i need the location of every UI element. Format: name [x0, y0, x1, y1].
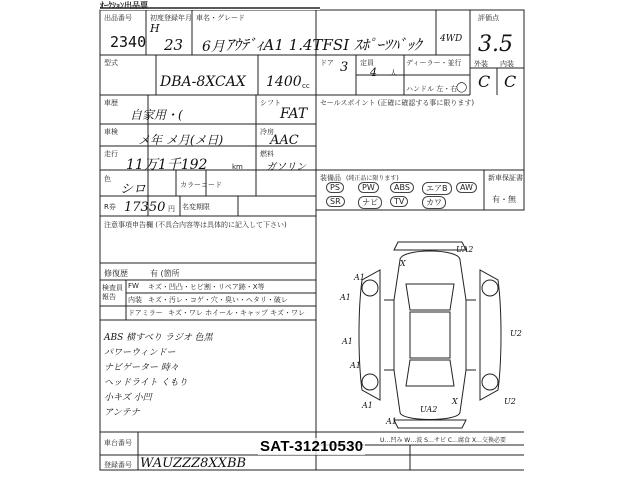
- mileage: 11万1千192: [126, 157, 208, 173]
- grade-label: 評価点: [478, 14, 499, 22]
- damage-marks: [339, 245, 522, 426]
- lot-number-label: 出品番号: [104, 14, 132, 22]
- model-label: 車名・グレード: [196, 14, 245, 22]
- inspector-row-value: キズ・汚レ・コゲ・穴・臭い・ヘタリ・破レ: [148, 296, 288, 304]
- remark-line: ナビゲーター 時々: [104, 363, 179, 373]
- equipment-item: カワ: [422, 196, 446, 209]
- damage-mark: A1: [354, 273, 365, 282]
- handle-value: ◯: [456, 82, 468, 93]
- damage-mark: U2: [510, 329, 522, 338]
- inspector-row-key: ドアミラー: [128, 309, 163, 317]
- color-label: 色: [104, 175, 111, 183]
- damage-mark: X: [452, 397, 458, 406]
- damage-mark: A1: [350, 361, 361, 370]
- equipment-note: (純正品に限ります): [346, 175, 399, 182]
- color-code-label: カラーコード: [180, 181, 222, 189]
- remark-line: パワーウィンドー: [104, 348, 176, 358]
- equipment-item: TV: [390, 196, 408, 207]
- equipment-label: 装備品: [320, 174, 341, 182]
- ac: AAC: [270, 133, 299, 148]
- color-value: シロ: [120, 182, 147, 197]
- equipment-item: SR: [326, 196, 345, 207]
- equipment-item: PS: [326, 182, 344, 193]
- exterior-grade: C: [478, 72, 491, 91]
- repair-history-label: 修復歴: [104, 269, 128, 278]
- equipment-item: ABS: [390, 182, 414, 193]
- damage-mark: A1: [386, 417, 397, 426]
- equipment-item: ナビ: [358, 196, 382, 209]
- remark-line: ヘッドライト くもり: [104, 378, 188, 388]
- manual-label: 新車保証書: [488, 174, 523, 182]
- registration-number-label: 登録番号: [104, 461, 132, 469]
- registration-year: 23: [164, 36, 184, 54]
- fuel-label: 燃料: [260, 150, 274, 158]
- damage-mark: UA2: [456, 245, 474, 254]
- inspection-label: 車検: [104, 128, 118, 136]
- chassis-number: WAUZZZ8XXBB: [140, 456, 247, 471]
- chassis-label: 車台番号: [104, 439, 132, 447]
- car-outline: [359, 242, 501, 428]
- seats: 4: [370, 66, 377, 79]
- equipment-item: エアB: [422, 182, 452, 195]
- equipment-item: PW: [358, 182, 379, 193]
- ac-label: 冷房: [260, 128, 274, 136]
- sheet-title: ｵｰｸｼｮﾝ出品票: [100, 1, 148, 10]
- recycle-value: 17350: [124, 200, 166, 215]
- inspector-row-key: 内装: [128, 296, 142, 304]
- damage-mark: A1: [362, 401, 373, 410]
- damage-mark: U2: [504, 397, 516, 406]
- model-name: ｱｳﾃﾞｨA1 1.4TFSI ｽﾎﾟｰﾂﾊﾞｯｸ: [226, 36, 422, 54]
- mileage-label: 走行: [104, 150, 118, 158]
- exterior-grade-label: 外装: [474, 60, 488, 68]
- doors-label: ドア: [320, 59, 334, 67]
- remark-line: 小キズ 小凹: [104, 393, 152, 403]
- damage-legend: U…凹み W…波 S…サビ C…腐食 X…交換必要: [380, 437, 507, 444]
- interior-grade-label: 内装: [500, 60, 514, 68]
- displacement: 1400: [266, 74, 302, 90]
- model-code: DBA-8XCAX: [160, 74, 246, 90]
- inspector-row-value: キズ・ワレ ホイール・キャップ キズ・ワレ: [168, 309, 306, 317]
- overall-grade: 3.5: [478, 32, 513, 57]
- inspector-row-key: FW: [128, 282, 139, 290]
- transfer-deadline-label: 名変期限: [182, 203, 210, 211]
- damage-mark: X: [400, 259, 406, 268]
- damage-mark: UA2: [420, 405, 438, 414]
- drive-type: 4WD: [440, 34, 463, 44]
- damage-mark: A1: [342, 337, 353, 346]
- car-damage-diagram: [340, 240, 520, 430]
- sales-points-label: セールスポイント (正確に確認する事に限ります): [320, 99, 475, 107]
- handle-label: ハンドル 左・右: [406, 85, 458, 93]
- inspector-row-value: キズ・凹凸・ヒビ割・リペア跡・X等: [148, 283, 265, 291]
- inspector-report-label: 検査員報告: [102, 284, 123, 301]
- sheet-watermark: SAT-31210530: [260, 438, 364, 455]
- dealer-label: ディーラー・並行: [406, 59, 462, 67]
- damage-mark: A1: [340, 293, 351, 302]
- inspection-value: メ年 メ月(メ日): [138, 133, 224, 147]
- notes-label: 注意事項申告欄 (不具合内容等は具体的に記入して下さい): [104, 221, 287, 229]
- remark-line: アンテナ: [104, 408, 140, 418]
- shift: FAT: [280, 106, 308, 122]
- displacement-unit: cc: [302, 82, 310, 90]
- era: H: [150, 22, 160, 35]
- remark-line: ABS 横すべり ラジオ 色黒: [104, 333, 213, 343]
- usage-label: 車歴: [104, 99, 118, 107]
- manual-value: 有・無: [492, 195, 516, 204]
- mileage-unit: km: [232, 163, 243, 171]
- fuel: ガソリン: [266, 162, 306, 173]
- type-label: 型式: [104, 59, 118, 67]
- seats-unit: 人: [390, 69, 397, 77]
- equipment-item: AW: [456, 182, 477, 193]
- lot-number: 2340: [110, 33, 147, 51]
- shift-label: シフト: [260, 99, 281, 107]
- recycle-unit: 円: [168, 205, 175, 213]
- repair-history-value: 有 (箇所: [150, 269, 180, 278]
- registration-month: 6月: [202, 39, 225, 55]
- recycle-label: R券: [104, 203, 116, 211]
- first-registration-label: 初度登録年月: [150, 14, 192, 22]
- seats-label: 定員: [360, 59, 374, 67]
- doors: 3: [340, 60, 349, 75]
- interior-grade: C: [504, 72, 517, 91]
- usage: 自家用・(: [130, 108, 183, 122]
